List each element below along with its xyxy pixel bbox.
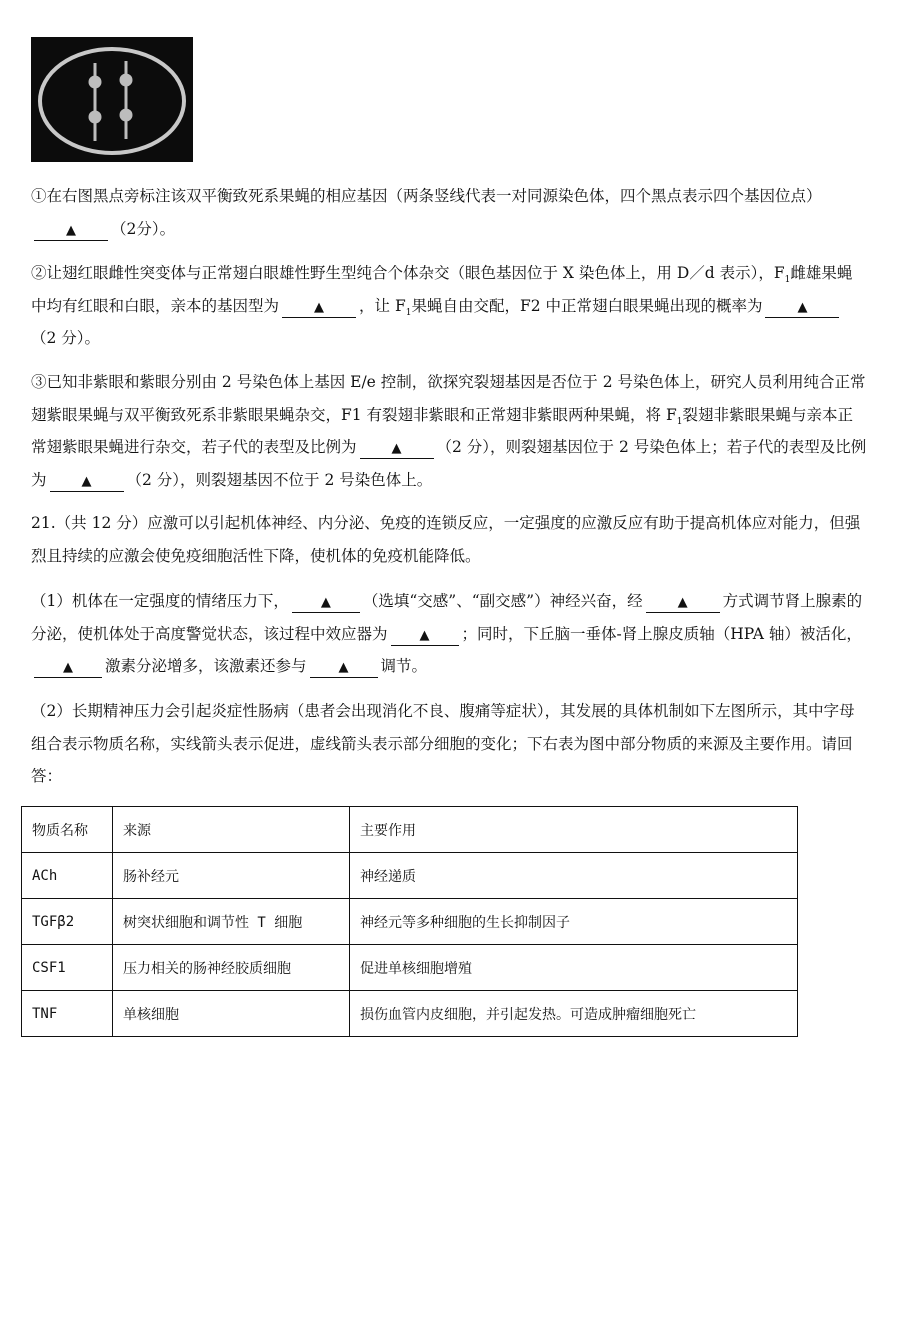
- q21-p1-text-e: 激素分泌增多，该激素还参与: [105, 657, 307, 675]
- question-part-3: [31, 366, 867, 496]
- table-cell: 促进单核细胞增殖: [350, 945, 798, 991]
- table-row: [22, 899, 798, 945]
- q21-p1-text-d: ；同时，下丘脑一垂体-肾上腺皮质轴（HPA 轴）被活化，: [461, 624, 862, 643]
- homologous-chromosome-icon: [31, 37, 193, 162]
- table-cell: TNF: [22, 991, 113, 1037]
- table-row: [22, 853, 798, 899]
- part-1-text: ①在右图黑点旁标注该双平衡致死系果蝇的相应基因（两条竖线代表一对同源染色体，四个黑点表示四个基因位点）: [31, 187, 822, 205]
- answer-blank[interactable]: ▲: [765, 297, 839, 318]
- question-21-part-2: （2）长期精神压力会引起炎症性肠病（患者会出现消化不良、腹痛等症状），其发展的具体机制如下左图所示，其中字母组合表示物质名称，实线箭头表示促进，虚线箭头表示部分细胞的变化；下右表为图中部分物质的来源及主要作用。请回答：: [31, 702, 855, 785]
- q21-p1-text-b: （选填“交感”、“副交感”）神经兴奋，经: [362, 592, 643, 610]
- q21-p1-text-c: 方式调节肾上腺素的分泌，使机体处于高度警觉状态，该过程中效应器为: [31, 592, 863, 643]
- table-row: [22, 991, 798, 1037]
- chromosome-figure: [31, 37, 193, 162]
- part-3-text-a: ③已知非紫眼和紫眼分别由 2 号染色体上基因 E/e 控制，欲探究裂翅基因是否位于 2 号染色体上，研究人员利用纯合正常翅紫眼果蝇与双平衡致死系非紫眼果蝇杂交，F1 有裂翅非紫眼和正常翅非紫眼两种果蝇，将 F: [31, 373, 866, 424]
- table-cell: ACh: [22, 853, 113, 899]
- question-part-1: [31, 180, 867, 245]
- table-cell: 单核细胞: [113, 991, 350, 1037]
- part-1-score: （2分）。: [111, 219, 176, 238]
- q21-p1-text-f: 调节。: [380, 657, 428, 675]
- table-cell: 神经元等多种细胞的生长抑制因子: [350, 899, 798, 945]
- table-cell: TGFβ2: [22, 899, 113, 945]
- answer-blank[interactable]: ▲: [360, 438, 434, 459]
- question-21-part-1: [31, 585, 867, 683]
- table-cell: 损伤血管内皮细胞，并引起发热。可造成肿瘤细胞死亡: [350, 991, 798, 1037]
- part-3-text-c: （2 分），则裂翅基因位于 2 号染色体上；若子代的表型及比例为: [31, 438, 867, 489]
- subscript: 1: [784, 275, 791, 286]
- substance-table: [21, 806, 798, 1037]
- table-cell: 树突状细胞和调节性 T 细胞: [113, 899, 350, 945]
- part-3-text-b: 裂翅非紫眼果蝇与亲本正常翅紫眼果蝇进行杂交，若子代的表型及比例为: [31, 405, 853, 456]
- part-2-text-c: ，让 F: [359, 296, 406, 315]
- table-header-cell: 来源: [113, 807, 350, 853]
- part-3-text-d: （2 分），则裂翅基因不位于 2 号染色体上。: [126, 470, 433, 489]
- table-cell: 肠补经元: [113, 853, 350, 899]
- question-21-intro: 21.（共 12 分）应激可以引起机体神经、内分泌、免疫的连锁反应，一定强度的应激反应有助于提高机体应对能力，但强烈且持续的应激会使免疫细胞活性下降，使机体的免疫机能降低。: [31, 514, 861, 565]
- answer-blank[interactable]: ▲: [34, 220, 108, 241]
- table-row: [22, 945, 798, 991]
- part-2-text-a: ②让翅红眼雌性突变体与正常翅白眼雄性野生型纯合个体杂交（眼色基因位于 X 染色体上，用 D／d 表示），F: [31, 264, 785, 282]
- question-part-2: [31, 257, 867, 355]
- answer-blank[interactable]: ▲: [310, 657, 378, 678]
- part-2-score: （2 分）。: [31, 329, 101, 347]
- subscript: 1: [676, 416, 683, 427]
- part-2-text-b: 雌雄果蝇中均有红眼和白眼，亲本的基因型为: [31, 264, 853, 315]
- answer-blank[interactable]: ▲: [282, 297, 356, 318]
- answer-blank[interactable]: ▲: [50, 471, 124, 492]
- part-2-text-d: 果蝇自由交配，F2 中正常翅白眼果蝇出现的概率为: [411, 296, 763, 315]
- table-header-cell: 物质名称: [22, 807, 113, 853]
- answer-blank[interactable]: ▲: [34, 657, 102, 678]
- subscript: 1: [405, 307, 412, 318]
- table-header-cell: 主要作用: [350, 807, 798, 853]
- table-cell: 压力相关的肠神经胶质细胞: [113, 945, 350, 991]
- answer-blank[interactable]: ▲: [646, 592, 720, 613]
- table-cell: CSF1: [22, 945, 113, 991]
- answer-blank[interactable]: ▲: [391, 625, 459, 646]
- q21-p1-text-a: （1）机体在一定强度的情绪压力下，: [31, 592, 289, 610]
- table-header-row: [22, 807, 798, 853]
- table-cell: 神经递质: [350, 853, 798, 899]
- answer-blank[interactable]: ▲: [292, 592, 360, 613]
